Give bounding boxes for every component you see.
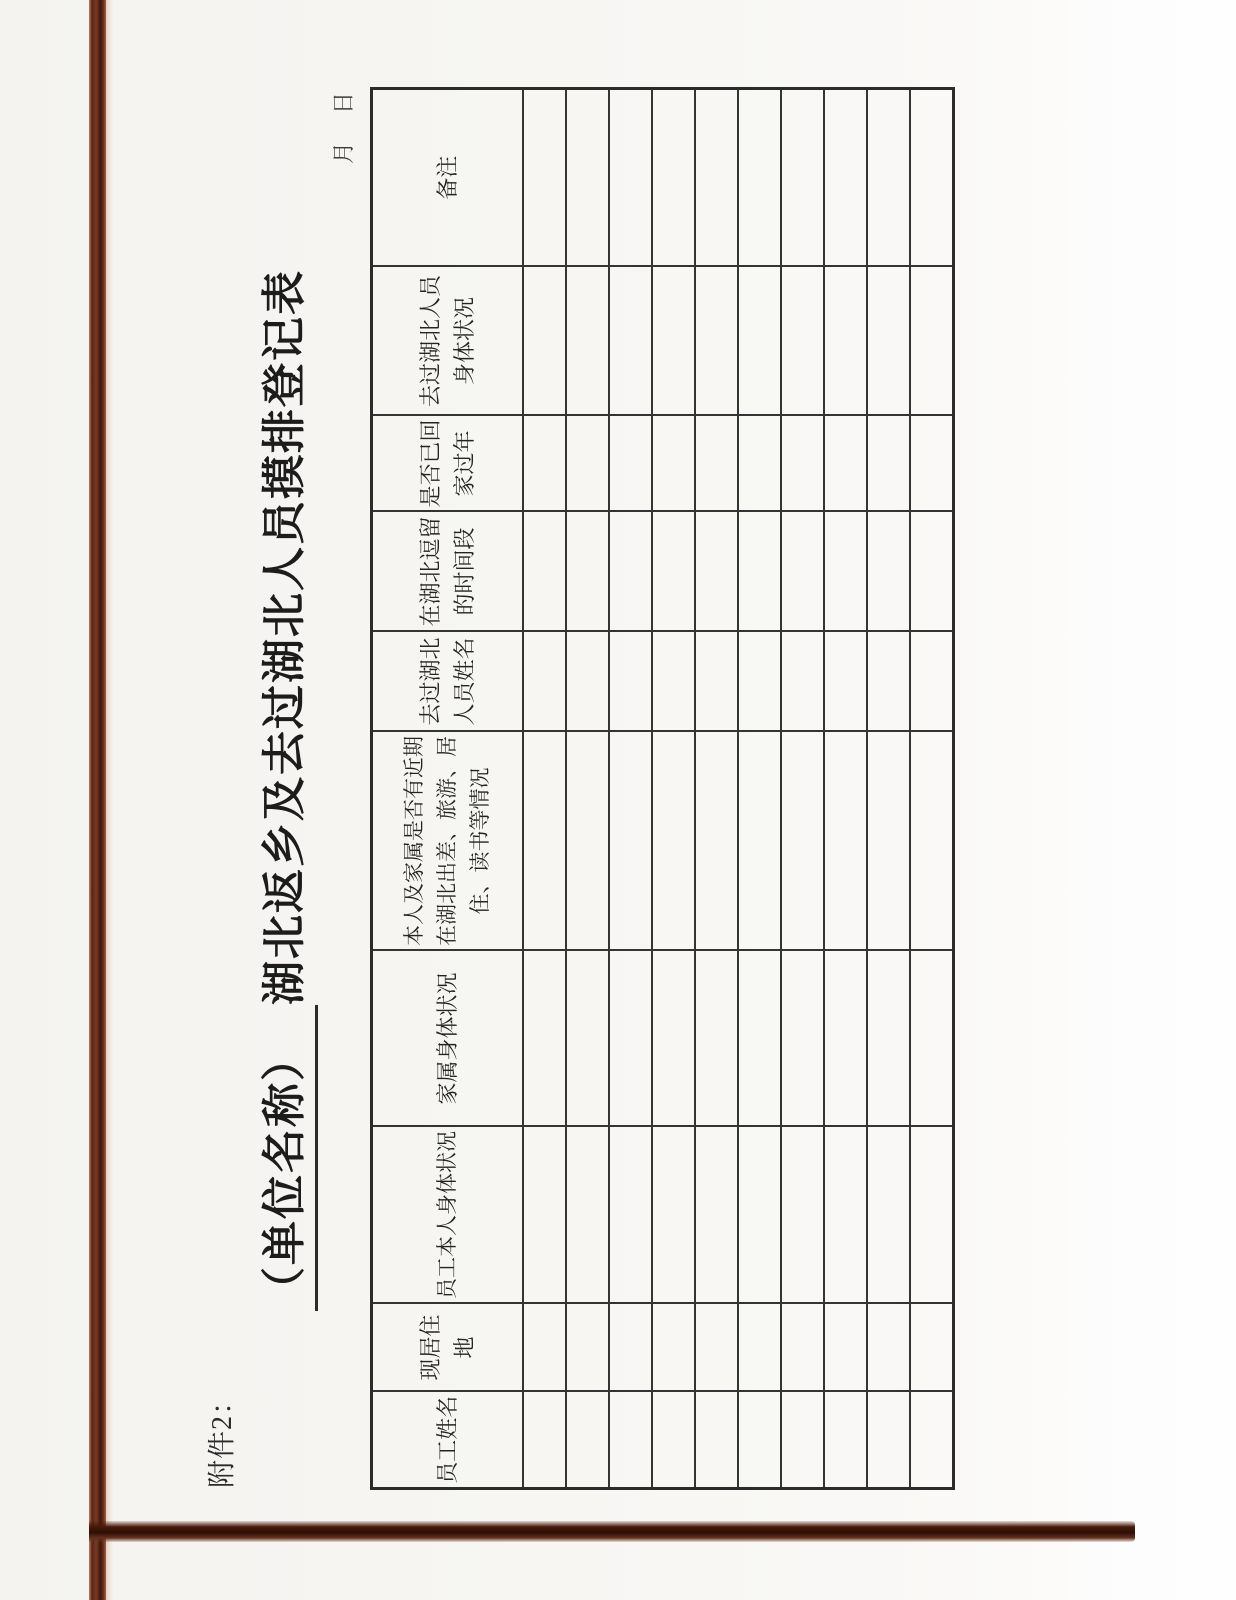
empty-cell-employee-name [910,1392,953,1489]
empty-cell-hubei-stay-period [695,512,738,632]
header-row [372,89,524,1489]
empty-cell-current-residence [824,1304,867,1392]
empty-cell-hubei-stay-period [824,512,867,632]
empty-cell-hubei-travel-history [695,732,738,951]
empty-cell-hubei-visitor-health-status [695,267,738,416]
empty-cell-family-health-status [523,951,566,1127]
table-row [652,89,695,1489]
table-row [566,89,609,1489]
column-header-remarks: 备注 [372,89,524,267]
table-row [867,89,910,1489]
table-row [824,89,867,1489]
empty-cell-hubei-visitor-health-status [781,267,824,416]
column-header-family-health-status: 家属身体状况 [372,951,524,1127]
empty-cell-current-residence [910,1304,953,1392]
empty-cell-returned-home-for-new-year [695,416,738,512]
empty-cell-remarks [566,89,609,267]
empty-cell-hubei-stay-period [523,512,566,632]
empty-cell-returned-home-for-new-year [824,416,867,512]
table-row [738,89,781,1489]
empty-cell-hubei-travel-history [523,732,566,951]
empty-cell-employee-health-status [738,1127,781,1304]
empty-cell-remarks [738,89,781,267]
empty-cell-employee-health-status [695,1127,738,1304]
empty-cell-employee-health-status [652,1127,695,1304]
empty-cell-hubei-visitor-names [910,632,953,732]
empty-cell-family-health-status [566,951,609,1127]
empty-cell-returned-home-for-new-year [867,416,910,512]
empty-cell-hubei-visitor-names [566,632,609,732]
empty-cell-current-residence [566,1304,609,1392]
empty-cell-hubei-travel-history [781,732,824,951]
empty-cell-employee-health-status [824,1127,867,1304]
title-main-text: 湖北返乡及去过湖北人员摸排登记表 [260,269,309,1005]
empty-cell-hubei-travel-history [824,732,867,951]
empty-cell-hubei-stay-period [609,512,652,632]
empty-cell-family-health-status [867,951,910,1127]
empty-cell-hubei-visitor-health-status [652,267,695,416]
empty-cell-hubei-visitor-names [867,632,910,732]
empty-cell-returned-home-for-new-year [781,416,824,512]
empty-cell-returned-home-for-new-year [523,416,566,512]
empty-cell-current-residence [867,1304,910,1392]
empty-cell-employee-health-status [523,1127,566,1304]
empty-cell-family-health-status [695,951,738,1127]
date-month-label: 月 [331,142,356,165]
attachment-label: 附件2： [207,1385,238,1488]
empty-cell-family-health-status [652,951,695,1127]
empty-cell-hubei-stay-period [867,512,910,632]
empty-cell-remarks [867,89,910,267]
empty-cell-current-residence [781,1304,824,1392]
empty-cell-employee-health-status [781,1127,824,1304]
column-header-returned-home-for-new-year: 是否已回家过年 [372,416,524,512]
empty-cell-returned-home-for-new-year [910,416,953,512]
empty-cell-hubei-visitor-health-status [824,267,867,416]
empty-cell-hubei-visitor-health-status [738,267,781,416]
empty-cell-hubei-stay-period [781,512,824,632]
empty-cell-hubei-stay-period [738,512,781,632]
empty-cell-hubei-visitor-health-status [867,267,910,416]
table-row [910,89,953,1489]
empty-cell-hubei-visitor-names [824,632,867,732]
empty-cell-employee-name [566,1392,609,1489]
empty-cell-remarks [910,89,953,267]
empty-cell-hubei-travel-history [566,732,609,951]
title-unit-name-blank: （单位名称） [260,1005,318,1311]
empty-cell-family-health-status [910,951,953,1127]
empty-cell-returned-home-for-new-year [609,416,652,512]
empty-cell-current-residence [609,1304,652,1392]
table-row [523,89,566,1489]
column-header-current-residence: 现居住地 [372,1304,524,1392]
empty-cell-remarks [523,89,566,267]
empty-cell-hubei-visitor-names [652,632,695,732]
empty-cell-family-health-status [824,951,867,1127]
empty-cell-hubei-visitor-names [609,632,652,732]
empty-cell-family-health-status [781,951,824,1127]
empty-cell-employee-name [867,1392,910,1489]
column-header-employee-name: 员工姓名 [372,1392,524,1489]
table-row [609,89,652,1489]
empty-cell-employee-name [781,1392,824,1489]
registration-table [370,87,955,1490]
empty-cell-remarks [695,89,738,267]
empty-cell-remarks [781,89,824,267]
column-header-employee-health-status: 员工本人身体状况 [372,1127,524,1304]
empty-cell-employee-name [824,1392,867,1489]
empty-cell-remarks [824,89,867,267]
table-row [695,89,738,1489]
empty-cell-hubei-travel-history [867,732,910,951]
empty-cell-hubei-visitor-names [738,632,781,732]
empty-cell-employee-name [523,1392,566,1489]
empty-cell-hubei-visitor-health-status [566,267,609,416]
empty-cell-employee-health-status [910,1127,953,1304]
empty-cell-hubei-visitor-health-status [523,267,566,416]
empty-cell-family-health-status [738,951,781,1127]
column-header-hubei-stay-period: 在湖北逗留的时间段 [372,512,524,632]
empty-cell-returned-home-for-new-year [652,416,695,512]
empty-cell-employee-name [609,1392,652,1489]
empty-cell-current-residence [695,1304,738,1392]
document-title [248,0,312,1600]
empty-cell-hubei-stay-period [652,512,695,632]
empty-cell-returned-home-for-new-year [566,416,609,512]
empty-cell-employee-health-status [609,1127,652,1304]
empty-cell-hubei-visitor-health-status [910,267,953,416]
table-row [781,89,824,1489]
empty-cell-employee-name [695,1392,738,1489]
column-header-hubei-visitor-health-status: 去过湖北人员身体状况 [372,267,524,416]
empty-cell-employee-name [738,1392,781,1489]
empty-cell-current-residence [523,1304,566,1392]
empty-cell-employee-health-status [566,1127,609,1304]
empty-cell-hubei-stay-period [566,512,609,632]
date-day-label: 日 [331,92,356,115]
empty-cell-remarks [652,89,695,267]
empty-cell-current-residence [652,1304,695,1392]
empty-cell-hubei-travel-history [652,732,695,951]
empty-cell-hubei-travel-history [609,732,652,951]
empty-cell-employee-health-status [867,1127,910,1304]
empty-cell-returned-home-for-new-year [738,416,781,512]
empty-cell-hubei-stay-period [910,512,953,632]
column-header-hubei-travel-history: 本人及家属是否有近期在湖北出差、旅游、居住、读书等情况 [372,732,524,951]
empty-cell-hubei-travel-history [738,732,781,951]
column-header-hubei-visitor-names: 去过湖北人员姓名 [372,632,524,732]
empty-cell-hubei-visitor-names [781,632,824,732]
empty-cell-current-residence [738,1304,781,1392]
empty-cell-hubei-visitor-health-status [609,267,652,416]
empty-cell-hubei-visitor-names [695,632,738,732]
empty-cell-family-health-status [609,951,652,1127]
date-line [327,92,358,164]
empty-cell-hubei-travel-history [910,732,953,951]
empty-cell-hubei-visitor-names [523,632,566,732]
empty-cell-remarks [609,89,652,267]
empty-cell-employee-name [652,1392,695,1489]
